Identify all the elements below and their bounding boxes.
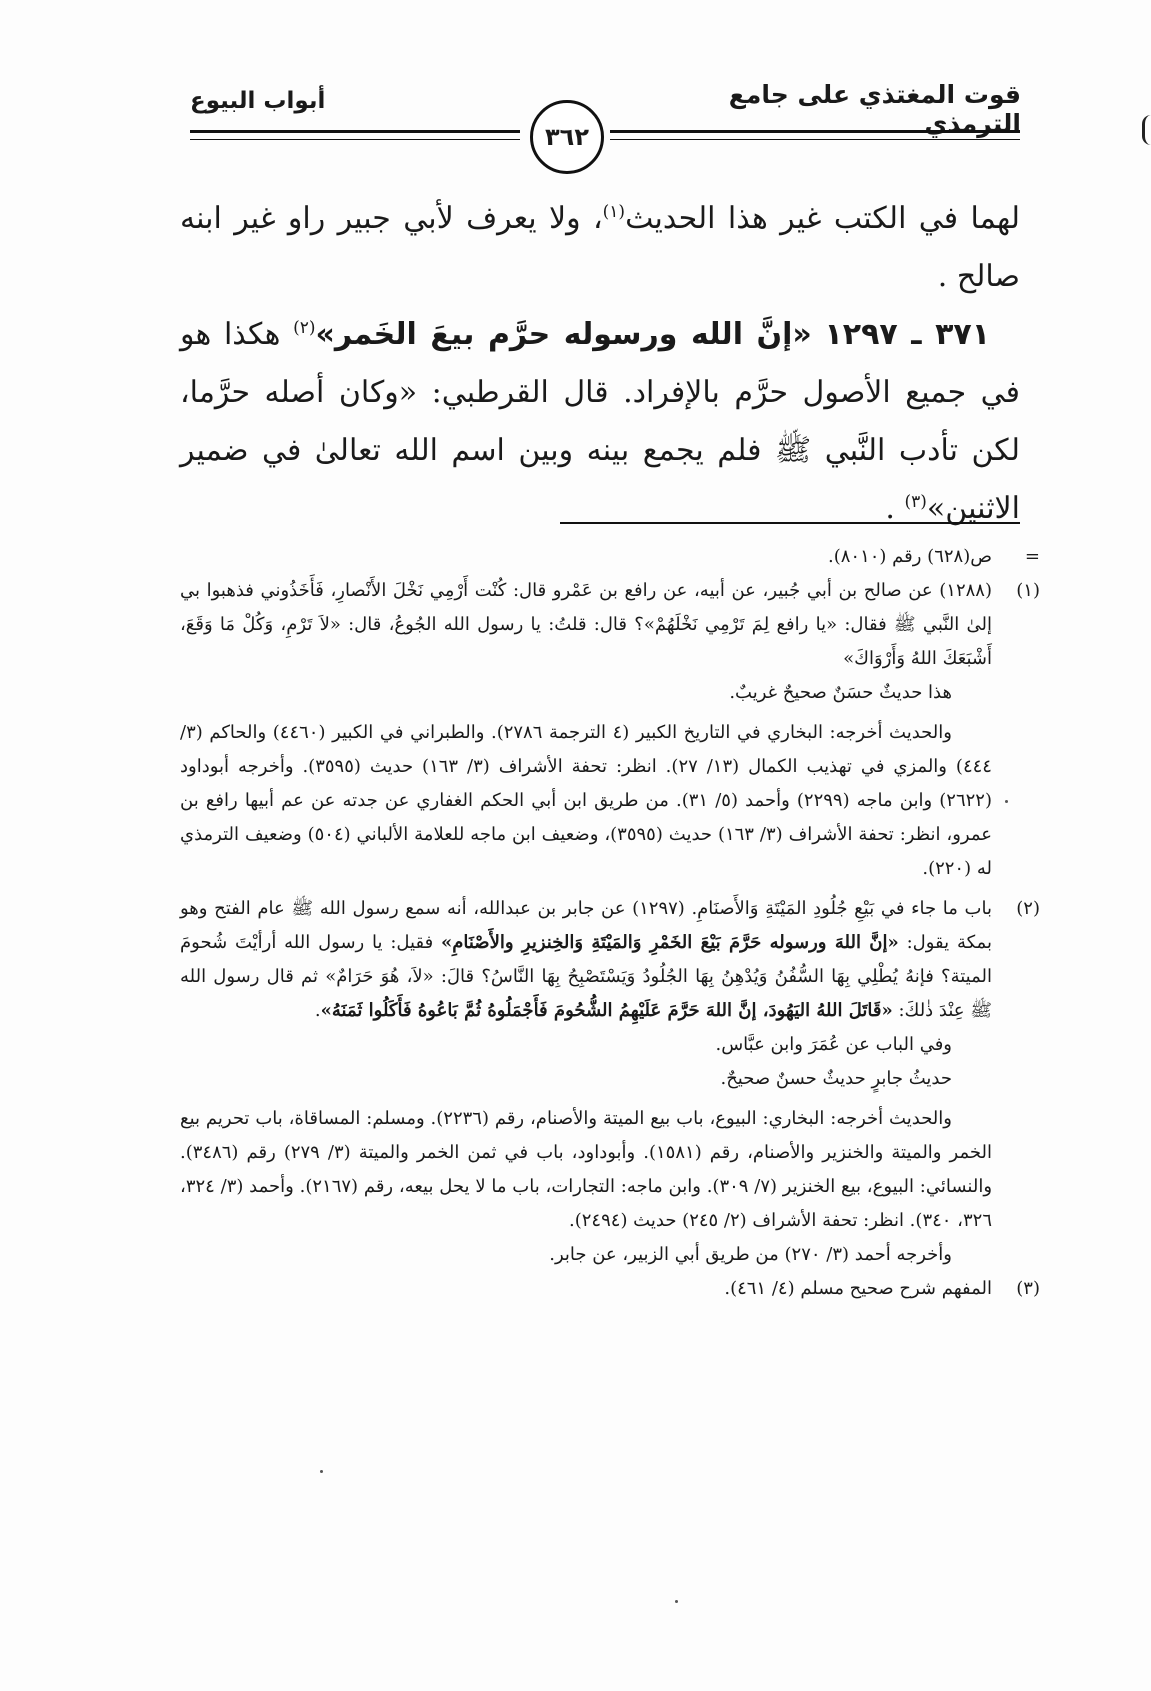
commentary-end: . — [885, 491, 905, 526]
main-line1-rest: ، ولا يعرف لأبي جبير راو غير ابنه صالح . — [180, 201, 1020, 294]
continuation-text: ص(٦٢٨) رقم (٨٠١٠). — [828, 546, 992, 567]
page-number-circle — [530, 100, 604, 174]
header-rule-left — [190, 130, 520, 140]
scan-speck — [1005, 800, 1008, 803]
footnotes — [180, 540, 1040, 1306]
footnote-3-number: (٣) — [1016, 1278, 1040, 1299]
footnote-2-bab: وفي الباب عن عُمَرَ وابن عبَّاس. — [715, 1034, 952, 1055]
footnote-1-takhrij: والحديث أخرجه: البخاري في التاريخ الكبير (٤ الترجمة ٢٧٨٦). والطبراني في الكبير (٤٤٦٠) والحاكم (٣/ ٤٤٤) والمزي في تهذيب الكمال (١٣/ ٢٧). انظر: تحفة الأشراف (٣/ ١٦٣) حديث (٣٥٩٥). وأخرجه أبوداود (٢٦٢٢) وابن ماجه (٢٢٩٩) وأحمد (٥/ ٣١). من طريق ابن أبي الحكم الغفاري عن جدته عن عم أبيها رافع بن عمرو، انظر: تحفة الأشراف (٣/ ١٦٣) حديث (٣٥٩٥)، وضعيف ابن ماجه للعلامة الألباني (٥٠٤) وضعيف الترمذي له (٢٢٠). — [180, 722, 992, 879]
footnote-1-hadith: (١٢٨٨) عن صالح بن أبي جُبير، عن أبيه، عن رافع بن عَمْرو قال: كُنْت أَرْمِي نَخْلَ الأَنْصارِ، فَأَخَذُوني فذهبوا بي إلىٰ النَّبي ﷺ فقال: «يا رافع لِمَ تَرْمِي نَخْلَهُمْ»؟ قال: قلتُ: يا رسول الله الجُوعُ، قال: «لاَ تَرْمِ، وَكُلْ مَا وَقَعَ، أَشْبَعَكَ اللهُ وَأَرْوَاكَ» — [180, 580, 992, 669]
footnote-ref-1[interactable]: (١) — [602, 202, 626, 222]
scan-speck — [320, 1470, 323, 1473]
footnote-2-text-a: باب ما جاء في بَيْعِ جُلُودِ المَيْتَةِ وَالأَصنَامِ. (١٢٩٧) عن جابر بن عبدالله، أنه سمع رسول الله ﷺ عام الفتح وهو بمكة يقول: — [180, 898, 992, 953]
footnote-2-hadith-quote-2: «قَاتَلَ اللهُ اليَهُودَ، إنَّ اللهَ حَرَّمَ عَلَيْهِمُ الشُّحُومَ فَأَجْمَلُوهُ ثُمَّ بَاعُوهُ فَأَكَلُوا ثَمَنَهُ» — [320, 1000, 893, 1021]
footnote-2-text-b: فقيل: يا رسول الله أرأيْتَ شُحومَ الميتة؟ فإنهُ يُطْلِي بِهَا السُّفُنُ وَيُدْهِنُ بِهَا الجُلُودُ وَيَسْتَصْبِحُ بِهَا النَّاسُ؟ قالَ: «لاَ، هُوَ حَرَامٌ» ثم قال رسول الله ﷺ عِنْدَ ذٰلكَ: — [180, 932, 992, 1021]
footnote-2-number: (٢) — [1016, 898, 1040, 919]
main-text — [180, 190, 1020, 538]
page-number: ٣٦٢ — [545, 123, 589, 151]
footnote-continuation — [180, 540, 1040, 574]
footnote-2-text-c: . — [314, 1000, 321, 1021]
main-paragraph-1 — [180, 190, 1020, 306]
main-paragraph-2 — [180, 306, 1020, 538]
running-header-chapter: أبواب البيوع — [190, 88, 326, 114]
continuation-mark: = — [1024, 546, 1040, 567]
footnote-1-number: (١) — [1016, 580, 1040, 601]
commentary-text: هكذا هو في جميع الأصول حرَّم بالإفراد. قال القرطبي: «وكان أصله حرَّما، لكن تأدب النَّبي ﷺ فلم يجمع بينه وبين اسم الله تعالىٰ في ضمير الاثنين» — [180, 317, 1020, 526]
footnote-3 — [180, 1272, 1040, 1306]
footnote-1 — [180, 574, 1040, 886]
entry-number: ٣٧١ ـ ١٢٩٧ — [824, 317, 991, 352]
footnote-separator — [560, 522, 1020, 524]
footnote-2-hadith — [180, 892, 992, 1028]
footnote-ref-3[interactable]: (٣) — [904, 492, 927, 512]
footnote-2 — [180, 892, 1040, 1272]
footnote-2-hadith-quote: «إنَّ اللهَ ورسوله حَرَّمَ بَيْعَ الخَمْرِ وَالمَيْتَةِ وَالخِنزيرِ والأَصْنَامِ» — [441, 932, 899, 953]
header-rule-right — [610, 130, 1020, 140]
footnote-2-extra: وأخرجه أحمد (٣/ ٢٧٠) من طريق أبي الزبير، عن جابر. — [549, 1244, 952, 1265]
scan-speck — [675, 1600, 678, 1603]
footnote-ref-2[interactable]: (٢) — [293, 318, 316, 338]
main-line1: لهما في الكتب غير هذا الحديث — [625, 201, 1020, 236]
footnote-2-grade: حديثُ جابرٍ حديثٌ حسنٌ صحيحٌ. — [720, 1068, 952, 1089]
edge-mark — [1142, 115, 1151, 145]
footnote-2-takhrij: والحديث أخرجه: البخاري: البيوع، باب بيع الميتة والأصنام، رقم (٢٢٣٦). ومسلم: المساقاة، باب تحريم بيع الخمر والميتة والخنزير والأصنام، رقم (١٥٨١). وأبوداود، باب في ثمن الخمر والميتة (٣/ ٢٧٩) رقم (٣٤٨٦). والنسائي: البيوع، بيع الخنزير (٧/ ٣٠٩). وابن ماجه: التجارات، باب ما لا يحل بيعه، رقم (٢١٦٧). وأحمد (٣/ ٣٢٤، ٣٢٦، ٣٤٠). انظر: تحفة الأشراف (٢/ ٢٤٥) حديث (٢٤٩٤). — [180, 1108, 993, 1231]
footnote-1-grade: هذا حديثٌ حسَنٌ صحيحٌ غريبٌ. — [729, 682, 952, 703]
hadith-text: «إنَّ الله ورسوله حرَّم بيعَ الخَمر» — [315, 317, 812, 352]
footnote-3-text: المفهم شرح صحيح مسلم (٤/ ٤٦١). — [724, 1278, 992, 1299]
running-header-book-title: قوت المغتذي على جامع الترمذي — [728, 80, 1021, 138]
